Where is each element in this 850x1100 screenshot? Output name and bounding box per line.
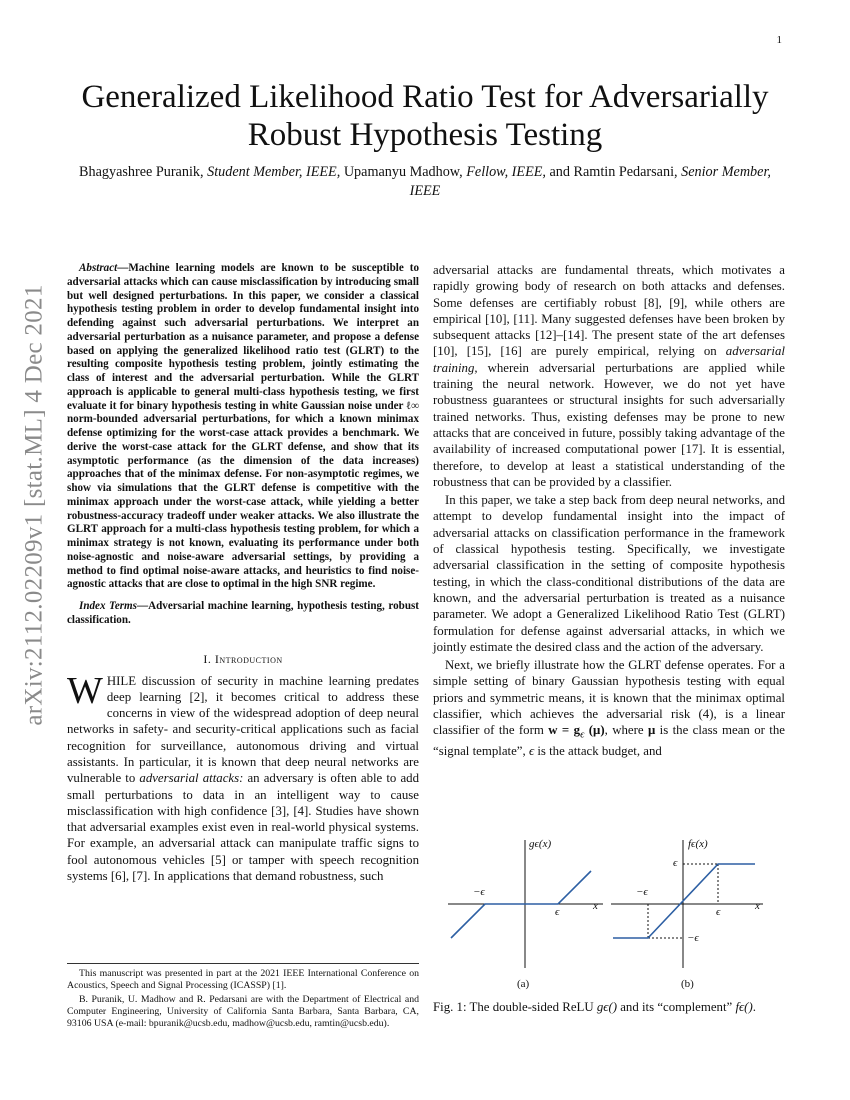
intro-caps: HILE xyxy=(106,673,137,688)
panel-b-eps-label: ϵ xyxy=(716,906,721,918)
arxiv-identifier: arXiv:2112.02209v1 [stat.ML] 4 Dec 2021 xyxy=(21,284,49,726)
panel-b-neg-eps-bottom-label: −ϵ xyxy=(687,932,699,944)
left-column xyxy=(67,262,419,884)
math-sub-eps: ϵ xyxy=(580,728,585,741)
caption-text-c: . xyxy=(752,1000,756,1014)
panel-a-x-label: x xyxy=(593,900,598,912)
right-paragraph-3 xyxy=(433,657,785,759)
panel-b-neg-eps-label: −ϵ xyxy=(636,886,648,898)
caption-f-func: fϵ() xyxy=(735,1000,753,1014)
abstract-text: —Machine learning models are known to be susceptible to adversarial attacks which can cause misclassification by introducing small but well designed perturbations. In this paper, we consider a classical hypothesis testing problem in order to develop fundamental insight into defending against such adversarial perturbations. We interpret an adversarial perturbation as a nuisance parameter, and propose a defense based on applying the generalized likelihood ratio test (GLRT) to the resulting composite hypothesis testing problem, jointly estimating the class of interest and the adversarial perturbation. While the GLRT approach is applicable to general multi-class hypothesis testing, we first evaluate it for binary hypothesis testing in white Gaussian noise under ℓ∞ norm-bounded adversarial perturbations, for which a known minimax defense optimizing for the worst-case attack provides a benchmark. We derive the worst-case attack for the GLRT defense, and show that its asymptotic performance (as the dimension of the data increases) approaches that of the minimax defense. For non-asymptotic regimes, we show via simulations that the GLRT defense is competitive with the minimax approach under the worst-case attack, while yielding a better robustness-accuracy tradeoff under weaker attacks. We also illustrate the GLRT approach for a multi-class hypothesis testing problem, for which a minimax strategy is not known, evaluating its performance under both noise-agnostic and noise-aware adversarial settings, by providing a method to find optimal noise-aware attacks, and heuristics to find noise-agnostic attacks that are close to optimal in the high SNR regime. xyxy=(67,262,419,591)
panel-b-curve xyxy=(613,864,755,938)
author-list xyxy=(62,163,788,201)
figure-1-caption xyxy=(433,999,785,1015)
author-3-name: and Ramtin Pedarsani, xyxy=(545,164,682,180)
math-eps: ϵ xyxy=(528,744,535,759)
index-terms xyxy=(67,600,419,628)
page-number: 1 xyxy=(776,34,782,46)
right-column xyxy=(433,262,785,759)
right-p1-emphasis: adversarial training, xyxy=(433,344,785,375)
index-terms-text: —Adversarial machine learning, hypothesis testing, robust classification. xyxy=(67,600,419,626)
figure-1-plots xyxy=(433,828,785,993)
abstract-label: Abstract xyxy=(79,262,118,274)
footnote-1: This manuscript was presented in part at the 2021 IEEE International Conference on Acoustics, Speech and Signal Processing (ICASSP) [1]. xyxy=(67,968,419,991)
caption-text-a: Fig. 1: The double-sided ReLU xyxy=(433,1000,597,1014)
intro-text-b: an adversary is often able to add small perturbations to data in an intelligent way to cause misclassification with high confidence [3], [4]. Studies have shown that adversarial examples exist even in real-world physical systems. For example, an adversarial attack can manipulate traffic signs to fool autonomous vehicles [5] or tamper with speech recognition systems [6], [7]. In applications that demand robustness, such xyxy=(67,771,419,884)
panel-a-graph xyxy=(448,840,603,968)
footnotes xyxy=(67,963,419,1032)
panel-a-ylabel: gϵ(x) xyxy=(529,838,552,850)
caption-text-b: and its “complement” xyxy=(617,1000,736,1014)
author-2-role: Fellow, IEEE, xyxy=(466,164,546,180)
intro-text-a: discussion of security in machine learning predates deep learning [2], it becomes critical to address these concerns in view of the widespread adoption of deep neural networks in safety- and security-critical applications such as facial recognition for surveillance, autonomous driving and virtual assistants. In particular, it is known that deep neural networks are vulnerable to xyxy=(67,673,419,786)
panel-b-x-label: x xyxy=(755,900,760,912)
panel-b-eps-top-label: ϵ xyxy=(673,857,678,869)
arxiv-sidebar xyxy=(12,284,58,726)
caption-g-func: gϵ() xyxy=(596,1000,618,1014)
abstract xyxy=(67,262,419,592)
intro-emphasis: adversarial attacks: xyxy=(139,771,244,786)
dropcap-letter: W xyxy=(67,669,103,712)
author-1-role: Student Member, IEEE, xyxy=(207,164,341,180)
panel-b-graph xyxy=(611,840,763,968)
right-p3-text-d: is the attack budget, and xyxy=(534,744,662,759)
panel-b-ylabel: fϵ(x) xyxy=(688,838,708,850)
paper-title: Generalized Likelihood Ratio Test for Adversarially Robust Hypothesis Testing xyxy=(81,79,769,153)
author-3-role: Senior Member, IEEE xyxy=(409,164,771,199)
intro-paragraph-1 xyxy=(67,669,419,885)
panel-a-sublabel: (a) xyxy=(517,978,530,990)
math-w-eq-g: w = g xyxy=(548,723,581,738)
index-terms-label: Index Terms xyxy=(79,600,138,612)
figure-1 xyxy=(433,828,785,993)
right-paragraph-2: In this paper, we take a step back from deep neural networks, and attempt to develop fundamental insight into the impact of adversarial attacks on classification performance in the framework of classical hypothesis testing. Specifically, we investigate adversarial classification in the setting of composite hypothesis testing, in which the class-conditional distributions of the data are known, and the adversarial perturbation is treated as a nuisance parameter. We adopt a Generalized Likelihood Ratio Test (GLRT) formulation for defense against adversarial attacks, in which we jointly estimate the desired class and the action of the adversary. xyxy=(433,493,785,654)
author-2-name: Upamanyu Madhow, xyxy=(340,164,467,180)
right-p1-text-a: adversarial attacks are fundamental threats, which motivates a rapidly growing body of research on both attacks and defenses. Some defenses are certifiably robust [8], [9], while others are empirical [10], [11]. Many suggested defenses have been broken by subsequent attacks [12]–[14]. The present state of the art defenses [10], [15], [16] are purely empirical, relying on xyxy=(433,263,785,359)
math-mu: μ xyxy=(647,723,656,738)
section-heading-introduction: I. Introduction xyxy=(203,651,283,666)
panel-b-sublabel: (b) xyxy=(681,978,694,990)
math-mu-arg: (μ) xyxy=(584,723,605,738)
right-p3-text-a: Next, we briefly illustrate how the GLRT defense operates. For a simple setting of binary Gaussian hypothesis testing with equal priors and symmetric means, it is known that the minimax optimal classifier, which achieves the adversarial risk (4), is a linear classifier of the form xyxy=(433,658,785,738)
footnote-2: B. Puranik, U. Madhow and R. Pedarsani are with the Department of Electrical and Computer Engineering, University of California Santa Barbara, Santa Barbara, CA, 93106 USA (e-mail: bpuranik@ucsb.edu, madhow@ucsb.edu, ramtin@ucsb.edu). xyxy=(67,994,419,1029)
panel-a-eps-label: ϵ xyxy=(555,906,560,918)
right-p1-text-b: wherein adversarial perturbations are applied while training the neural network. However, we do not yet have robustness guarantees or structural insights for such adversarially trained networks. Thus, existing defenses may be prone to new attacks that are conceived in future, possibly taking advantage of the availability of increased computational power [17]. It is essential, therefore, to develop at least a statistical understanding of the robustness that can be provided by a classifier. xyxy=(433,360,786,489)
author-1-name: Bhagyashree Puranik, xyxy=(79,164,208,180)
right-p3-text-c: is the class mean or the “signal template”, xyxy=(433,723,785,759)
right-paragraph-1 xyxy=(433,262,785,490)
panel-a-neg-eps-label: −ϵ xyxy=(473,886,485,898)
right-p3-text-b: , where xyxy=(604,723,648,738)
